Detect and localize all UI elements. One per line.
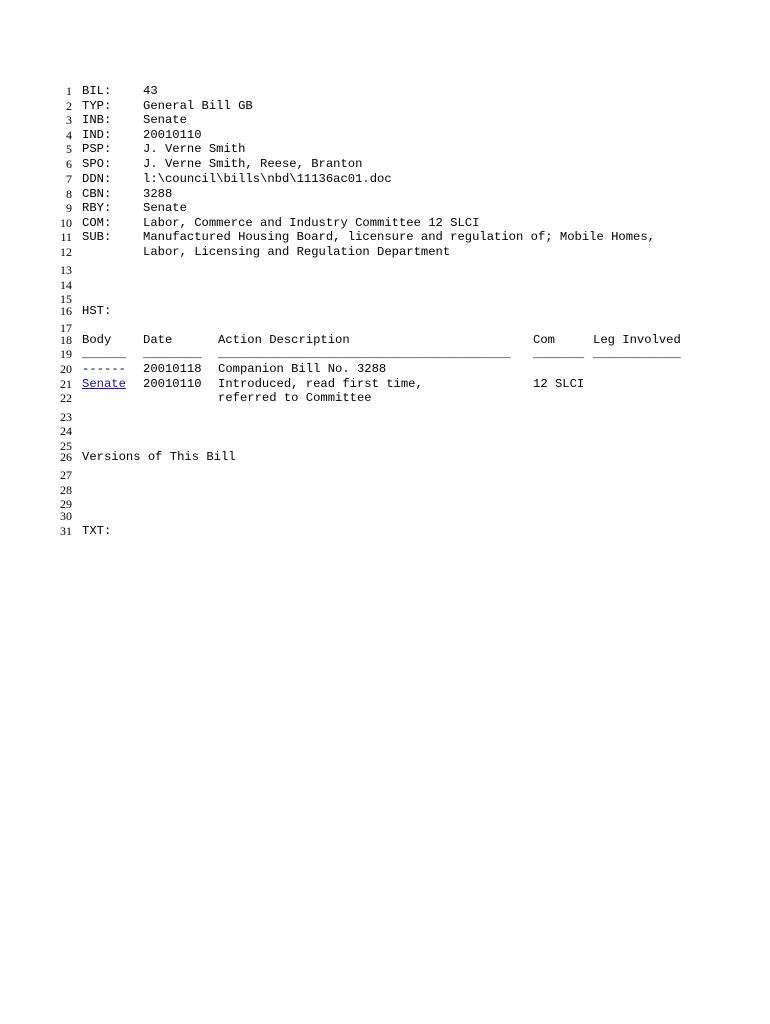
line-number: 9 <box>66 201 72 215</box>
line-number: 31 <box>60 524 72 538</box>
field-label: PSP: <box>82 142 112 156</box>
field-label: TYP: <box>82 99 112 113</box>
history-action: Introduced, read first time, <box>218 377 423 391</box>
field-line-rby <box>0 201 770 216</box>
line-number: 27 <box>60 468 72 482</box>
line-number: 7 <box>66 172 72 186</box>
column-header-date: Date <box>143 333 173 347</box>
column-rule: ________________________________________ <box>218 347 511 361</box>
field-value: J. Verne Smith <box>143 142 246 156</box>
blank-line <box>0 424 770 439</box>
senate-body-link[interactable]: Senate <box>82 377 126 391</box>
field-value: Labor, Commerce and Industry Committee 12 SLCI <box>143 216 480 230</box>
column-rule: ____________ <box>593 347 681 361</box>
history-header-row <box>0 333 770 348</box>
line-number: 4 <box>66 128 72 142</box>
line-number: 22 <box>60 391 72 405</box>
line-number: 12 <box>60 245 72 259</box>
history-date: 20010118 <box>143 362 202 376</box>
line-number: 1 <box>66 84 72 98</box>
field-line-com <box>0 216 770 231</box>
field-label: BIL: <box>82 84 112 98</box>
history-action: Companion Bill No. 3288 <box>218 362 387 376</box>
blank-line <box>0 509 770 524</box>
line-number: 23 <box>60 410 72 424</box>
field-line-sub-cont <box>0 245 770 260</box>
line-number: 18 <box>60 333 72 347</box>
line-number: 15 <box>60 292 72 306</box>
field-value: Manufactured Housing Board, licensure and regulation of; Mobile Homes, <box>143 230 655 244</box>
history-row <box>0 362 770 377</box>
field-value: l:\council\bills\nbd\11136ac01.doc <box>143 172 392 186</box>
line-number: 19 <box>60 347 72 361</box>
hst-label: HST: <box>82 304 112 318</box>
field-line-ind <box>0 128 770 143</box>
field-line-ddn <box>0 172 770 187</box>
line-number: 13 <box>60 263 72 277</box>
column-header-body: Body <box>82 333 112 347</box>
blank-line <box>0 410 770 425</box>
line-number: 24 <box>60 424 72 438</box>
field-line-cbn <box>0 187 770 202</box>
history-body: ------ <box>82 362 126 376</box>
field-value: General Bill GB <box>143 99 253 113</box>
field-value: 3288 <box>143 187 173 201</box>
blank-line <box>0 468 770 483</box>
field-label: INB: <box>82 113 112 127</box>
blank-line <box>0 483 770 498</box>
blank-line <box>0 278 770 293</box>
field-line-spo <box>0 157 770 172</box>
line-number: 5 <box>66 142 72 156</box>
column-rule: _______ <box>533 347 585 361</box>
line-number: 30 <box>60 509 72 523</box>
field-value: 20010110 <box>143 128 202 142</box>
line-number: 11 <box>60 230 72 244</box>
txt-label: TXT: <box>82 524 112 538</box>
line-number: 25 <box>60 439 72 453</box>
history-com: 12 SLCI <box>533 377 585 391</box>
txt-line <box>0 524 770 539</box>
history-body <box>82 377 126 392</box>
line-number: 16 <box>60 304 72 318</box>
field-value: Labor, Licensing and Regulation Department <box>143 245 451 259</box>
blank-line <box>0 263 770 278</box>
hst-line <box>0 304 770 319</box>
line-number: 8 <box>66 187 72 201</box>
line-number: 6 <box>66 157 72 171</box>
field-value: Senate <box>143 113 187 127</box>
history-rule-row <box>0 347 770 362</box>
history-row <box>0 377 770 392</box>
line-number: 20 <box>60 362 72 376</box>
field-label: RBY: <box>82 201 112 215</box>
versions-line <box>0 450 770 465</box>
field-label: DDN: <box>82 172 112 186</box>
line-number: 28 <box>60 483 72 497</box>
field-label: SPO: <box>82 157 112 171</box>
field-line-bil <box>0 84 770 99</box>
history-date: 20010110 <box>143 377 202 391</box>
column-rule: ______ <box>82 347 126 361</box>
field-line-inb <box>0 113 770 128</box>
field-label: IND: <box>82 128 112 142</box>
field-value: J. Verne Smith, Reese, Branton <box>143 157 363 171</box>
column-header-com: Com <box>533 333 555 347</box>
line-number: 3 <box>66 113 72 127</box>
field-value: 43 <box>143 84 158 98</box>
field-label: COM: <box>82 216 112 230</box>
line-number: 10 <box>60 216 72 230</box>
field-label: SUB: <box>82 230 112 244</box>
line-number: 14 <box>60 278 72 292</box>
field-line-typ <box>0 99 770 114</box>
line-number: 29 <box>60 497 72 511</box>
line-number: 2 <box>66 99 72 113</box>
column-header-action: Action Description <box>218 333 350 347</box>
column-rule: ________ <box>143 347 202 361</box>
history-action: referred to Committee <box>218 391 372 405</box>
column-header-leg: Leg Involved <box>593 333 681 347</box>
history-row <box>0 391 770 406</box>
line-number: 26 <box>60 450 72 464</box>
line-number: 17 <box>60 321 72 335</box>
field-label: CBN: <box>82 187 112 201</box>
field-line-sub <box>0 230 770 245</box>
line-number: 21 <box>60 377 72 391</box>
field-line-psp <box>0 142 770 157</box>
field-value: Senate <box>143 201 187 215</box>
versions-heading: Versions of This Bill <box>82 450 236 464</box>
